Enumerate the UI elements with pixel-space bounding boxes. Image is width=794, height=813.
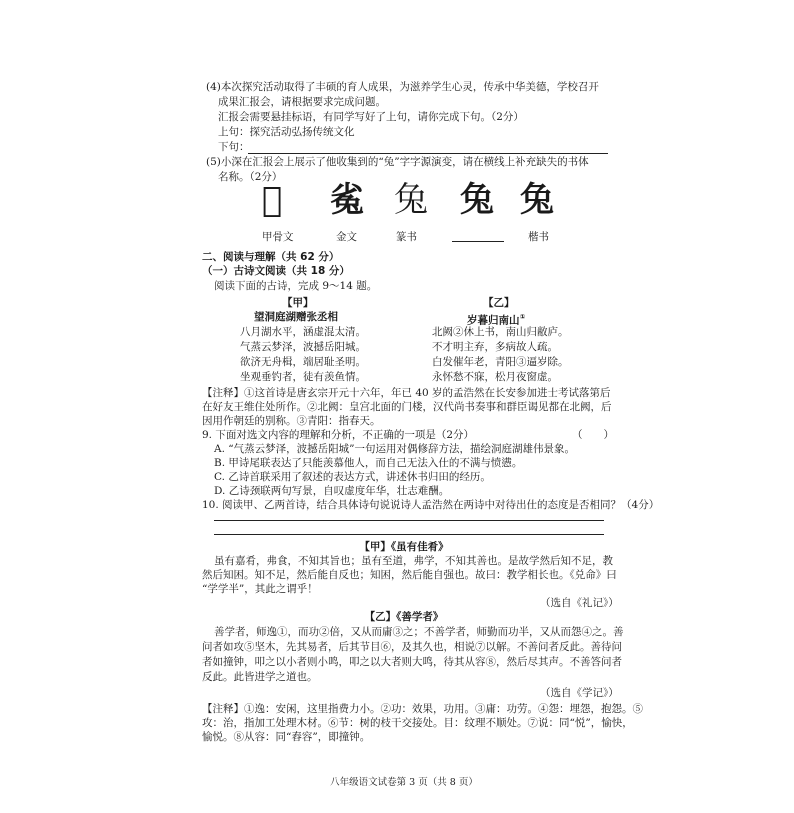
page-footer: 八年级语文试卷第 3 页（共 8 页） <box>330 777 478 788</box>
passage-b-title: 【乙】《善学者》 <box>364 611 444 623</box>
poem-b-line-1: 北阙②休上书，南山归敝庐。 <box>432 326 569 338</box>
label-jiaguwen: 甲骨文 <box>262 231 294 243</box>
q9-option-c: C. 乙诗首联采用了叙述的表达方式，讲述休书归田的经历。 <box>214 471 491 483</box>
passage-b-source: （选自《学记》） <box>540 687 619 699</box>
q4-line-1: (4)本次探究活动取得了丰硕的育人成果，为滋养学生心灵，传承中华美德，学校召开 <box>206 81 599 93</box>
section-2-sub1: （一）古诗文阅读（共 18 分） <box>202 265 350 277</box>
poem-a-line-3: 欲济无舟楫，端居耻圣明。 <box>240 356 366 368</box>
note1-line-3: 因用作朝廷的别称。③青阳：指春天。 <box>202 415 381 427</box>
q4-line-5: 下句： <box>218 141 250 153</box>
passage-a-line-1: 虽有嘉肴，弗食，不知其旨也；虽有至道，弗学，不知其善也。是故学然后知不足，教 <box>214 555 613 567</box>
poem-a-line-4: 坐观垂钓者，徒有羡鱼情。 <box>240 371 366 383</box>
poem-b-line-2: 不才明主弃，多病故人疏。 <box>432 341 558 353</box>
section-2-intro: 阅读下面的古诗，完成 9～14 题。 <box>214 280 378 292</box>
q4-line-3: 汇报会需要悬挂标语，有同学写好了上句，请你完成下句。（2分） <box>218 111 524 123</box>
q10-stem: 10. 阅读甲、乙两首诗，结合具体诗句说说诗人孟浩然在两诗中对待出仕的态度是否相同？（4分） <box>202 499 660 511</box>
poem-a-line-2: 气蒸云梦泽，波撼岳阳城。 <box>240 341 366 353</box>
q4-line-4: 上句：探究活动弘扬传统文化 <box>218 126 355 138</box>
passage-a-line-3: “学学半”，其此之谓乎！ <box>202 583 318 595</box>
q5-line-2: 名称。（2分） <box>218 171 283 183</box>
poem-a-title: 望洞庭湖赠张丞相 <box>254 311 338 323</box>
glyph-kaishu: 兔 <box>520 180 554 220</box>
glyph-jinwen: 㝹 <box>330 180 364 220</box>
poem-b-line-4: 永怀愁不寐，松月夜窗虚。 <box>432 371 558 383</box>
q9-option-a: A. “气蒸云梦泽，波撼岳阳城”一句运用对偶修辞方法，描绘洞庭湖雄伟景象。 <box>214 443 575 455</box>
passage-a-title: 【甲】《虽有佳肴》 <box>359 541 449 553</box>
passage-a-source: （选自《礼记》） <box>540 597 619 609</box>
label-zhuanshu: 篆书 <box>396 231 417 243</box>
passage-b-line-1: 善学者，师逸①，而功②倍，又从而庸③之；不善学者，师勤而功半，又从而怨④之。善 <box>214 626 624 638</box>
q10-answer-line-1[interactable] <box>214 520 604 521</box>
glyph-jiaguwen: 𠒯 <box>262 180 283 220</box>
passage-b-line-2: 问者如攻⑤坚木，先其易者，后其节目⑥，及其久也，相说⑦以解。不善问者反此。善待问 <box>202 641 622 653</box>
poem-b-title: 岁暮归南山① <box>467 313 526 327</box>
glyph-zhuanshu: 兔 <box>394 180 428 220</box>
note1-line-2: 在好友王维住处所作。②北阙：皇宫北面的门楼，汉代尚书奏事和群臣谒见都在北阙，后 <box>202 401 612 413</box>
q5-line-1: (5)小深在汇报会上展示了他收集到的“兔”字字源演变，请在横线上补充缺失的书体 <box>206 156 589 168</box>
q10-answer-line-2[interactable] <box>214 534 604 535</box>
passage-b-line-4: 反此。此皆进学之道也。 <box>202 671 318 683</box>
q9-option-b: B. 甲诗尾联表达了只能羡慕他人，而自己无法入仕的不满与愤懑。 <box>214 457 523 469</box>
q4-answer-line[interactable] <box>248 153 608 154</box>
q9-option-d: D. 乙诗颈联两句写景，自叹虚度年华，壮志难酬。 <box>214 485 450 497</box>
note2-line-3: 愉悦。⑧从容：同“舂容”，即撞钟。 <box>202 731 371 743</box>
poem-a-tag: 【甲】 <box>282 297 314 309</box>
q4-line-2: 成果汇报会，请根据要求完成问题。 <box>218 96 386 108</box>
note2-line-1: 【注释】①逸：安闲，这里指费力小。②功：效果，功用。③庸：功劳。④怨：埋怨，抱怨。⑤ <box>202 703 643 715</box>
poem-b-tag: 【乙】 <box>483 297 515 309</box>
passage-a-line-2: 然后知困。知不足，然后能自反也；知困，然后能自强也。故曰：教学相长也。《兑命》曰 <box>202 569 617 581</box>
label-jinwen: 金文 <box>336 231 357 243</box>
poem-b-line-3: 白发催年老，青阳③逼岁除。 <box>432 356 569 368</box>
passage-b-line-3: 者如撞钟，叩之以小者则小鸣，叩之以大者则大鸣，待其从容⑧，然后尽其声。不善答问者 <box>202 656 622 668</box>
q5-answer-blank[interactable] <box>452 241 504 242</box>
poem-a-line-1: 八月湖水平，涵虚混太清。 <box>240 326 366 338</box>
glyph-missing-script: 兔 <box>460 180 494 220</box>
label-kaishu: 楷书 <box>528 231 549 243</box>
note1-line-1: 【注释】①这首诗是唐玄宗开元十六年，年已 40 岁的孟浩然在长安参加进士考试落第后 <box>202 387 611 399</box>
q9-answer-paren[interactable]: （ ） <box>572 429 614 441</box>
q9-stem: 9. 下面对选文内容的理解和分析，不正确的一项是（2分） <box>202 429 475 441</box>
note2-line-2: 攻：治，指加工处理木材。⑥节：树的枝干交接处。目：纹理不顺处。⑦说：同“悦”，愉快， <box>202 717 633 729</box>
section-2-title: 二、阅读与理解（共 62 分） <box>202 251 340 263</box>
